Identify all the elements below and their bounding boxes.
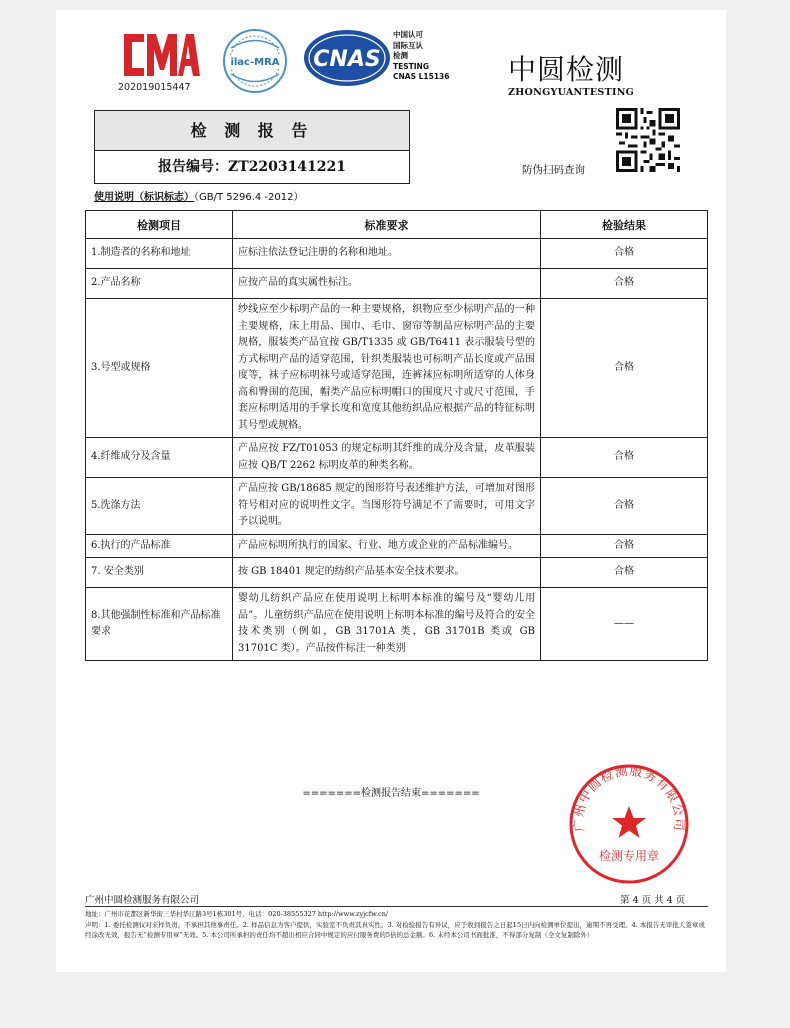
cma-logo (116, 30, 200, 80)
cma-number: 202019015447 (118, 82, 191, 93)
footer-page-number: 第 4 页 共 4 页 (620, 895, 686, 906)
row-item: 7. 安全类别 (86, 558, 233, 588)
header-item: 检测项目 (86, 211, 233, 239)
usage-standard: （GB/T 5296.4 -2012） (194, 192, 304, 203)
row-requirement: 应标注依法登记注册的名称和地址。 (233, 239, 541, 269)
row-item: 8.其他强制性标准和产品标准要求 (86, 588, 233, 661)
cnas-caption: 中国认可 国际互认 检测 TESTING CNAS L15136 (393, 30, 450, 81)
footer-disclaimer: 声明：1. 委托检测仅对来样负责，不承担其他事责任。2. 样品信息为客户提供，实验室不负责其真实性。3. 对检验报告有异议，应于收到报告之日起15日内向检测单位提出，逾期不再受理。4. 本报告无审批人签章或经涂改无效，报告无“检测专用章”无效。5. 本公司所承担的责任均不超出相应合同中规定的应付服务费的5倍的总金额。6. 未经本公司书面批准，不得部分复制（全文复制除外） (85, 921, 705, 939)
row-result: —— (541, 588, 708, 661)
report-number: 报告编号：ZT2203141221 (157, 159, 347, 175)
row-requirement: 产品应标明所执行的国家、行业、地方或企业的产品标准编号。 (233, 534, 541, 558)
row-result: 合格 (541, 558, 708, 588)
report-title-box (94, 110, 410, 184)
row-result: 合格 (541, 534, 708, 558)
table-row (86, 239, 708, 269)
header-requirement: 标准要求 (233, 211, 541, 239)
table-row (86, 534, 708, 558)
table-row (86, 558, 708, 588)
report-end-marker: =======检测报告结束======= (302, 788, 480, 799)
ilac-logo-text: ilac-MRA (230, 57, 280, 68)
cnas-logo (302, 28, 392, 88)
footer-company: 广州中圆检测服务有限公司 (85, 895, 200, 906)
row-requirement: 纱线应至少标明产品的一种主要规格，织物应至少标明产品的一种主要规格，床上用品、围巾、毛巾、窗帘等制品应标明产品的主要规格，服装类产品宜按 GB/T1335 或 GB/T6411 表示服装号型的方式标明产品的适穿范围，针织类服装也可标明产品长度或产品围度等，袜子应标明袜号或适穿范围，连裤袜应标明所适穿的人体身高和臀围的范围，帽类产品应标明帽口的围度尺寸或尺寸范围，手套应标明适用的手掌长度和宽度其他纺织品应根据产品的特征标明其号型或规格。 (233, 299, 541, 438)
table-row (86, 269, 708, 299)
cnas-logo-text: CNAS (313, 47, 381, 72)
table-row (86, 478, 708, 535)
row-item: 2.产品名称 (86, 269, 233, 299)
report-title: 检 测 报 告 (95, 111, 409, 151)
table-row (86, 299, 708, 438)
seal-ring-text: 广州中圆检测服务有限公司 (570, 762, 688, 833)
row-result: 合格 (541, 478, 708, 535)
table-header-row (86, 211, 708, 239)
ilac-mra-logo (221, 28, 289, 94)
seal-stamp (567, 762, 691, 886)
row-result: 合格 (541, 269, 708, 299)
seal-star-icon (612, 806, 646, 838)
seal-center-text: 检测专用章 (598, 849, 660, 863)
row-requirement: 应按产品的真实属性标注。 (233, 269, 541, 299)
brand-name-en: ZHONGYUANTESTING (508, 87, 635, 98)
row-item: 1.制造者的名称和地址 (86, 239, 233, 269)
row-requirement: 婴幼儿纺织产品应在使用说明上标明本标准的编号及“婴幼儿用品”。儿童纺织产品应在使用说明上标明本标准的编号及符合的安全技术类别（例如，GB 31701A 类，GB 31701B 类或 GB 31701C 类）。产品按件标注一种类别 (233, 588, 541, 661)
row-item: 6.执行的产品标准 (86, 534, 233, 558)
row-result: 合格 (541, 299, 708, 438)
qr-code-icon[interactable] (616, 108, 680, 172)
header-result: 检验结果 (541, 211, 708, 239)
brand-name: 中圆检测 (508, 53, 625, 86)
inspection-table (85, 210, 708, 661)
table-row (86, 588, 708, 661)
row-item: 5.洗涤方法 (86, 478, 233, 535)
row-item: 3.号型或规格 (86, 299, 233, 438)
report-page (56, 10, 726, 972)
footer-address: 地址：广州市花都区新华街三华村华江路3号1栋301号，电话：020-38555327 http://www.zyjcfw.cn/ (85, 910, 389, 918)
usage-label: 使用说明（标识标志） (94, 192, 194, 203)
table-row (86, 438, 708, 478)
row-result: 合格 (541, 438, 708, 478)
row-requirement: 产品应按 FZ/T01053 的规定标明其纤维的成分及含量，皮革服装应按 QB/T 2262 标明皮革的种类名称。 (233, 438, 541, 478)
row-requirement: 按 GB 18401 规定的纺织产品基本安全技术要求。 (233, 558, 541, 588)
row-item: 4.纤维成分及含量 (86, 438, 233, 478)
qr-label: 防伪扫码查询 (522, 164, 585, 176)
row-result: 合格 (541, 239, 708, 269)
row-requirement: 产品应按 GB/18685 规定的图形符号表述维护方法，可增加对图形符号相对应的说明性文字。当图形符号满足不了需要时，可用文字予以说明。 (233, 478, 541, 535)
footer-divider (85, 906, 708, 907)
usage-heading (94, 188, 304, 203)
